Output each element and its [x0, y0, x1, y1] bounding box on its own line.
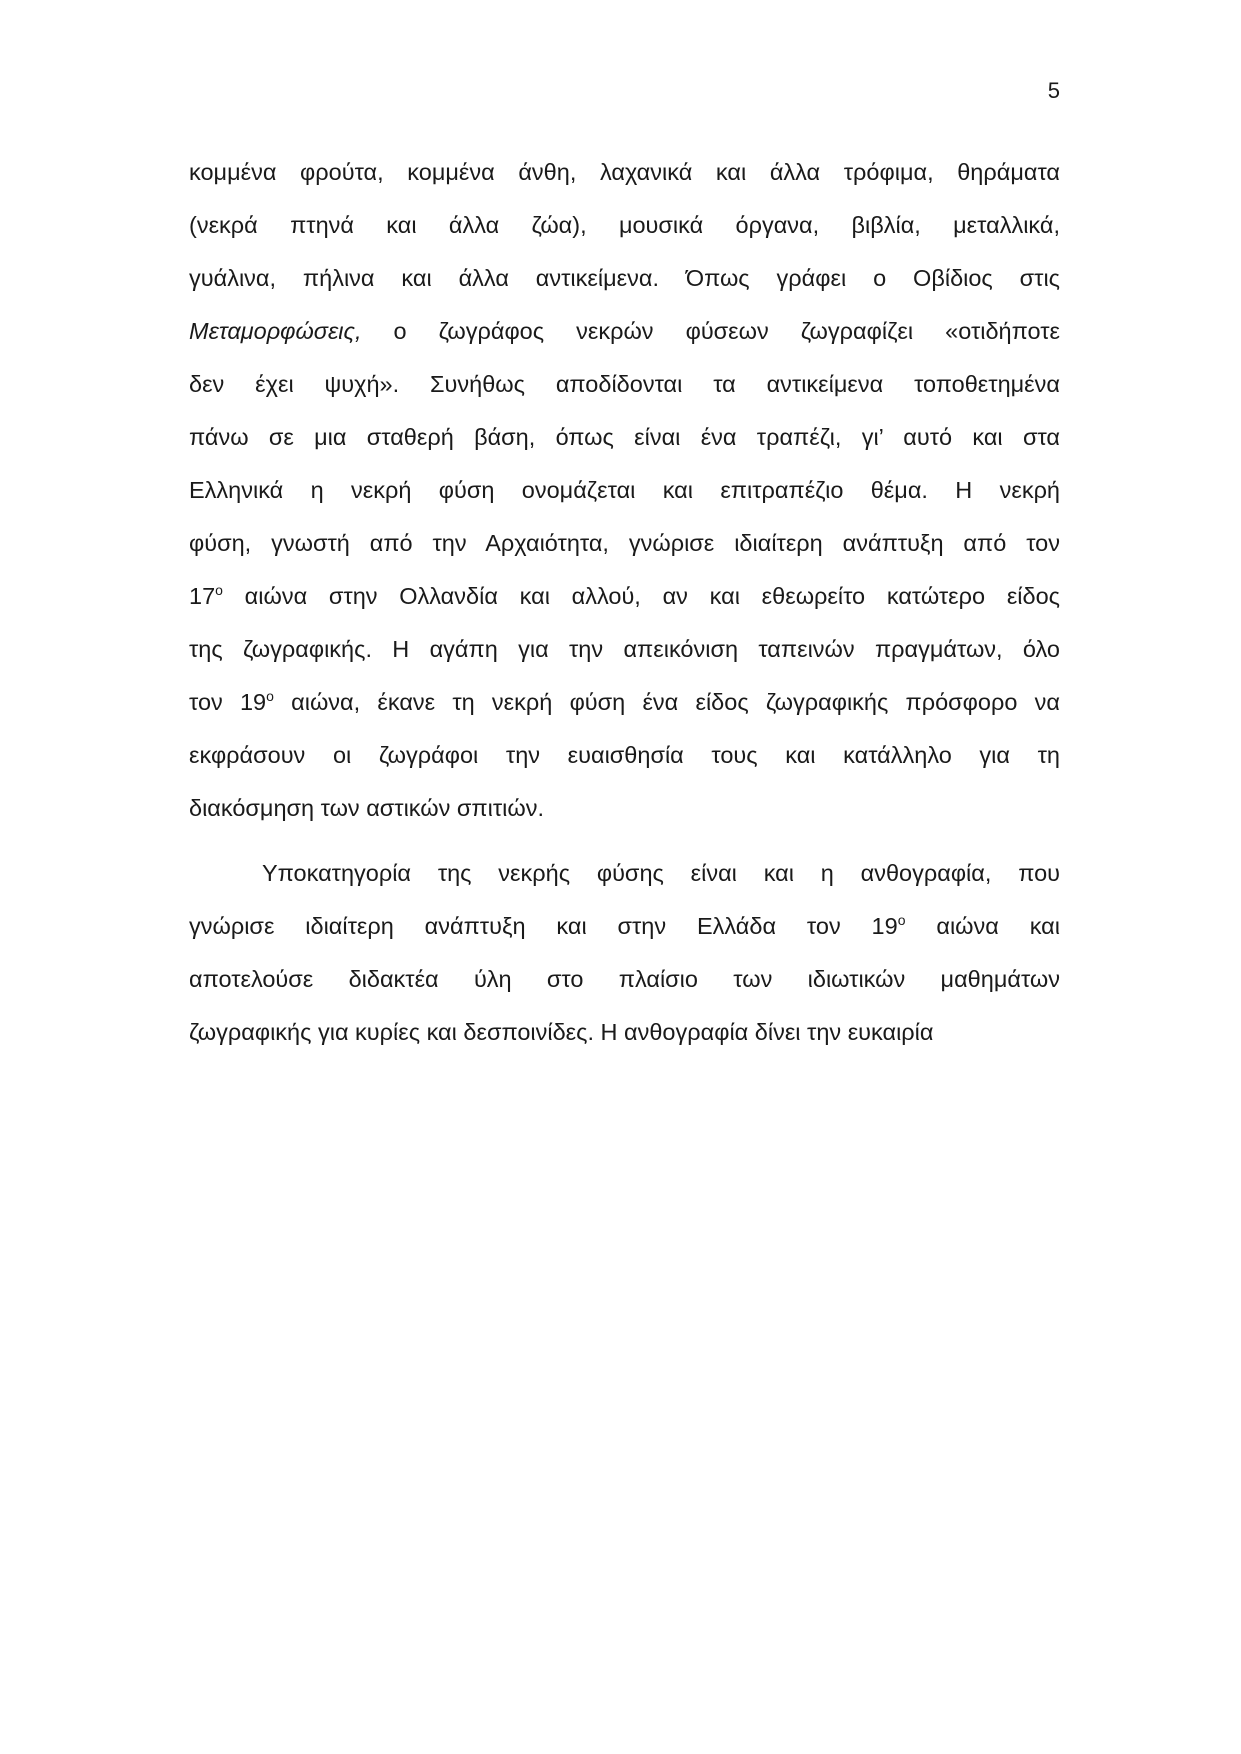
ordinal-superscript: ο [215, 582, 223, 598]
text-line [189, 900, 1060, 953]
text-segment: γνώρισε ιδιαίτερη ανάπτυξη και στην Ελλάδα τον 19 [189, 913, 898, 939]
body-text [189, 146, 1060, 1059]
ordinal-superscript: ο [897, 912, 906, 928]
text-line: (νεκρά πτηνά και άλλα ζώα), μουσικά όργανα, βιβλία, μεταλλικά, [189, 212, 1060, 238]
paragraph-1 [189, 146, 1060, 835]
text-line [189, 570, 1060, 623]
text-segment: αιώνα, έκανε τη νεκρή φύση ένα είδος ζωγραφικής πρόσφορο να [273, 689, 1060, 715]
text-line: κομμένα φρούτα, κομμένα άνθη, λαχανικά και άλλα τρόφιμα, θηράματα [189, 159, 1060, 185]
text-segment: τον 19 [189, 689, 267, 715]
ordinal-superscript: ο [266, 688, 274, 704]
italic-title: Μεταμορφώσεις, [189, 318, 362, 344]
text-line: της ζωγραφικής. Η αγάπη για την απεικόνιση ταπεινών πραγμάτων, όλο [189, 636, 1060, 662]
text-segment: 17 [189, 583, 216, 609]
text-line: γυάλινα, πήλινα και άλλα αντικείμενα. Όπως γράφει ο Οβίδιος στις [189, 265, 1060, 291]
text-line: αποτελούσε διδακτέα ύλη στο πλαίσιο των ιδιωτικών μαθημάτων [189, 966, 1060, 992]
text-line: δεν έχει ψυχή». Συνήθως αποδίδονται τα αντικείμενα τοποθετημένα [189, 371, 1060, 397]
text-segment: ο ζωγράφος νεκρών φύσεων ζωγραφίζει «οτιδήποτε [361, 318, 1060, 344]
page-number: 5 [1047, 78, 1060, 103]
text-line: Υποκατηγορία της νεκρής φύσης είναι και η ανθογραφία, που [262, 860, 1060, 886]
text-line: διακόσμηση των αστικών σπιτιών. [189, 795, 544, 821]
text-line: πάνω σε μια σταθερή βάση, όπως είναι ένα τραπέζι, γι’ αυτό και στα [189, 424, 1060, 450]
text-segment: αιώνα στην Ολλανδία και αλλού, αν και εθεωρείτο κατώτερο είδος [222, 583, 1060, 609]
text-line: Ελληνικά η νεκρή φύση ονομάζεται και επιτραπέζιο θέμα. Η νεκρή [189, 477, 1060, 503]
text-line [189, 305, 1060, 358]
text-segment: αιώνα και [905, 913, 1060, 939]
text-line [189, 676, 1060, 729]
text-line: ζωγραφικής για κυρίες και δεσποινίδες. Η ανθογραφία δίνει την ευκαιρία [189, 1019, 934, 1045]
paragraph-2 [189, 847, 1060, 1059]
text-line: φύση, γνωστή από την Αρχαιότητα, γνώρισε ιδιαίτερη ανάπτυξη από τον [189, 530, 1060, 556]
paragraph-gap [189, 835, 1060, 847]
text-line: εκφράσουν οι ζωγράφοι την ευαισθησία τους και κατάλληλο για τη [189, 742, 1060, 768]
